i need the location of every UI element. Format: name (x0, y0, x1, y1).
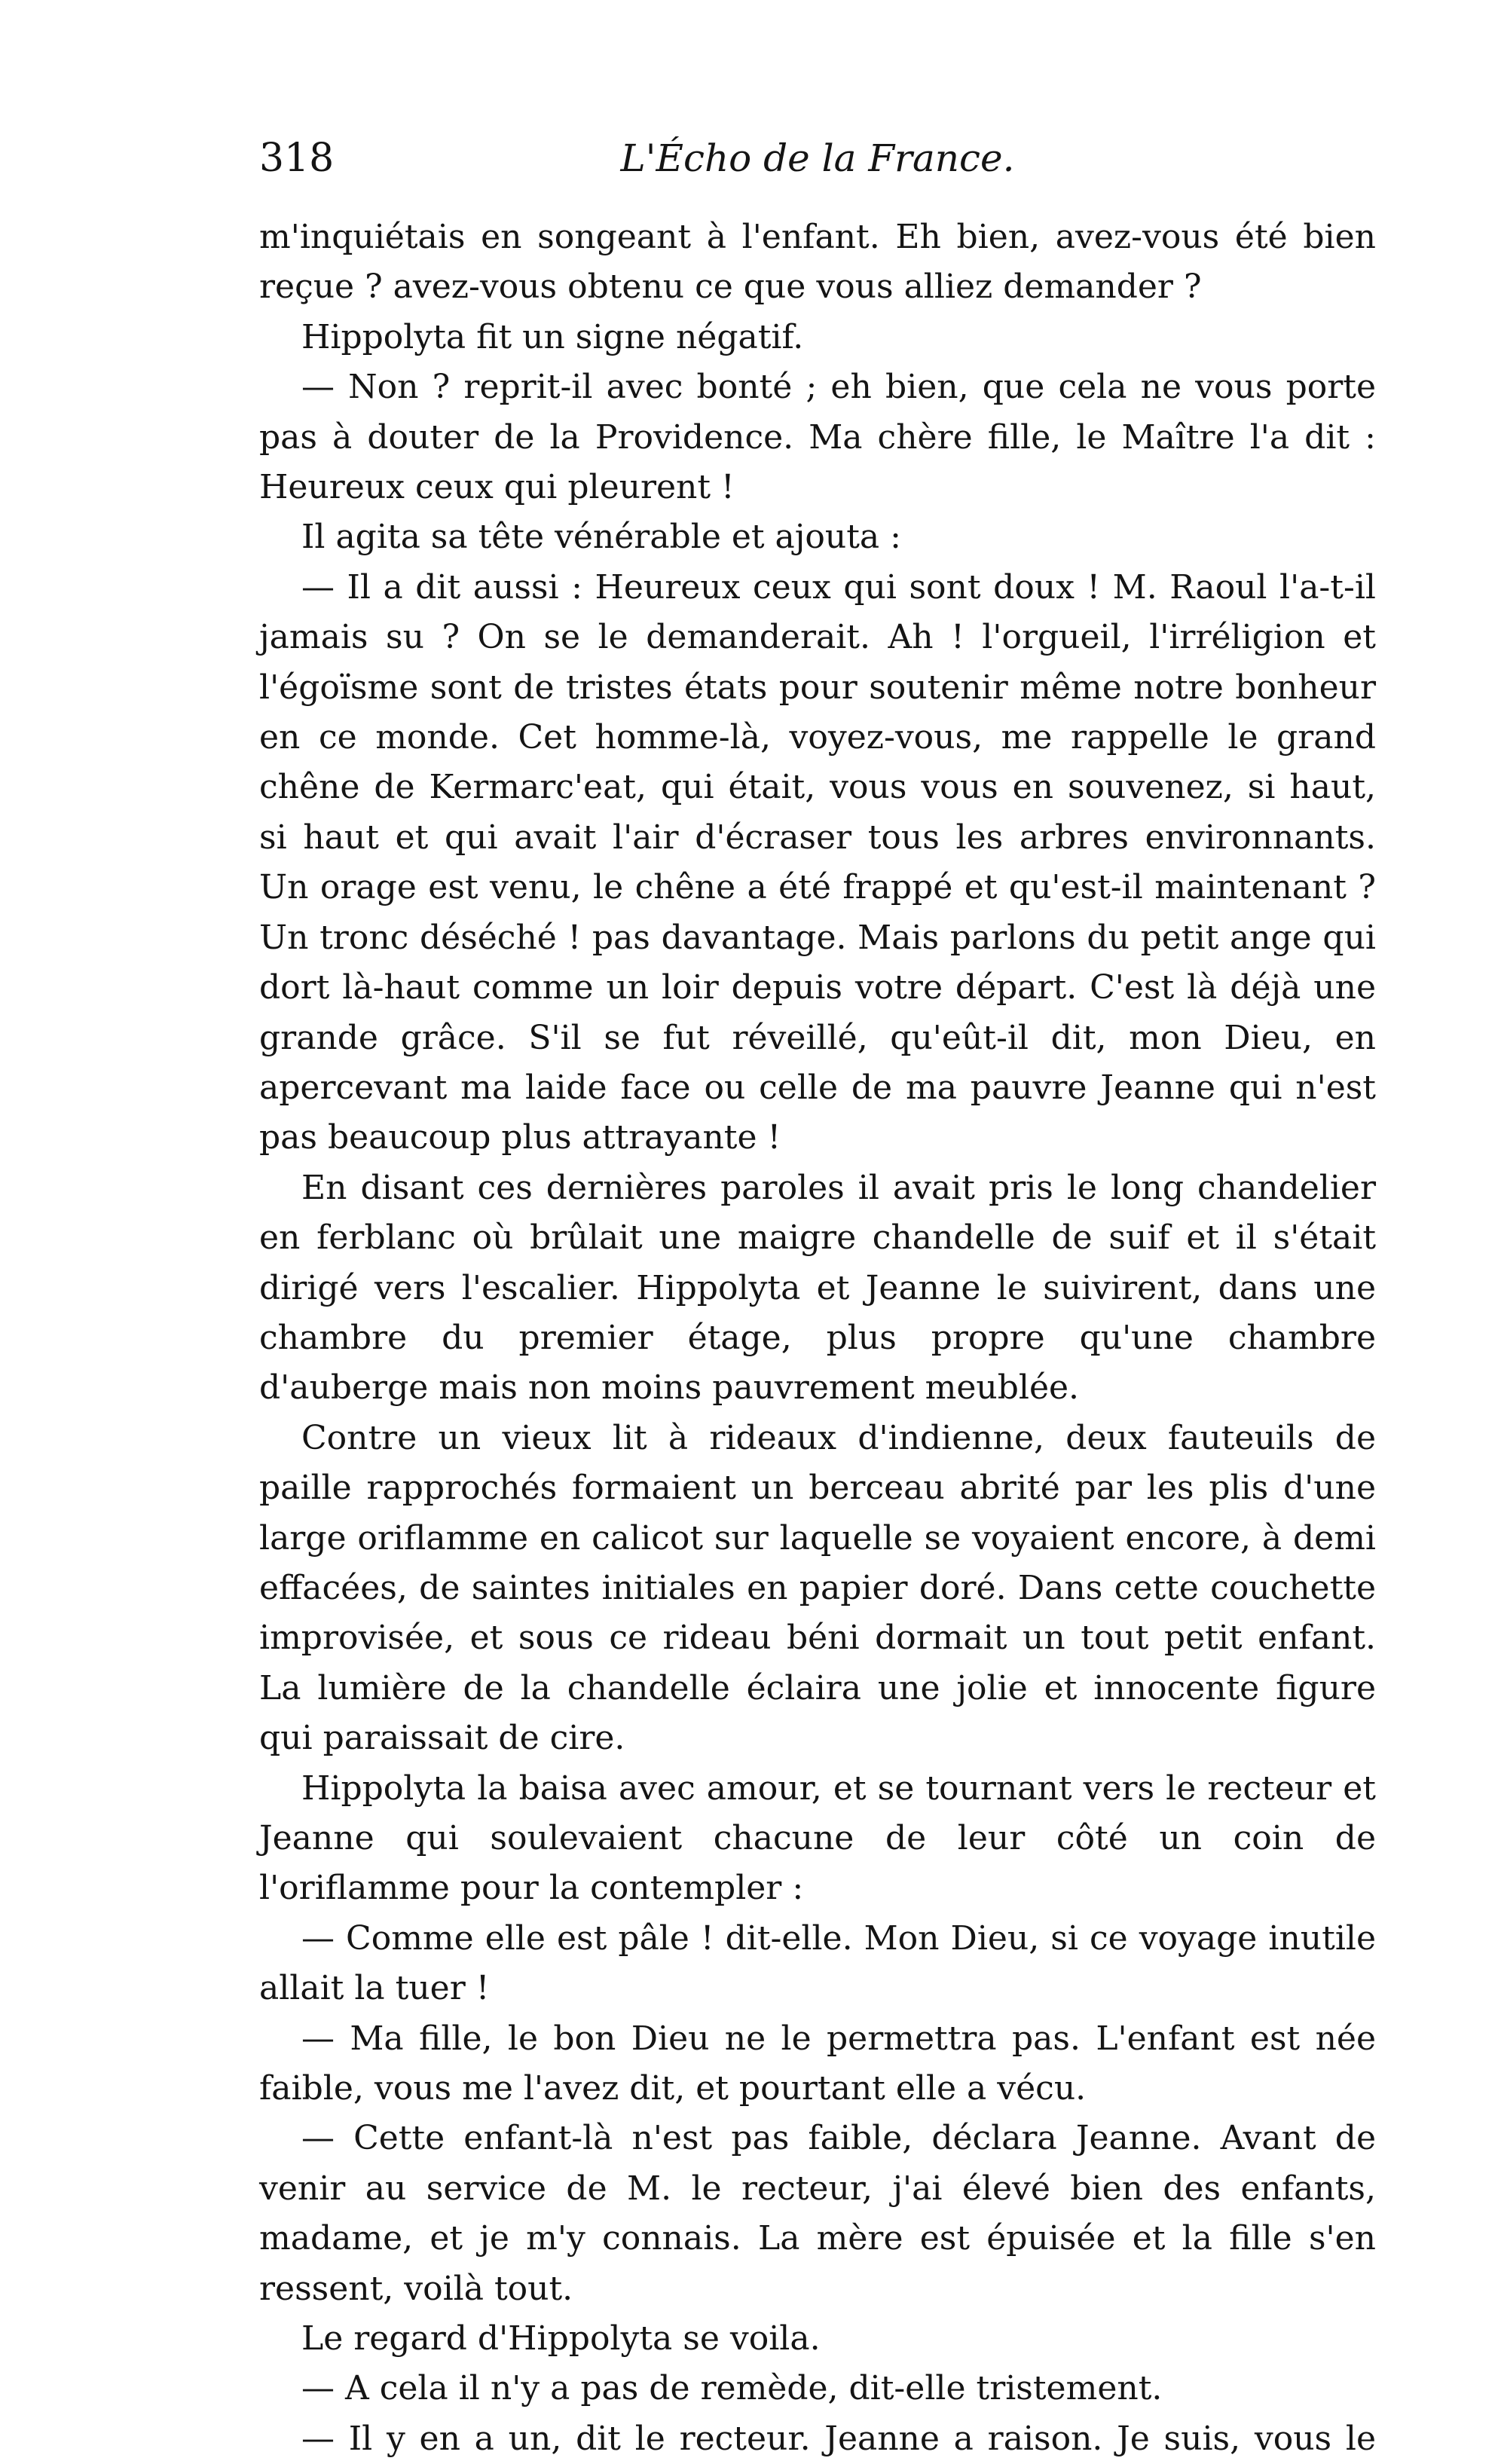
paragraph: — Comme elle est pâle ! dit-elle. Mon Dieu, si ce voyage inutile allait la tuer ! (259, 1918, 1376, 2008)
paragraph: — Il a dit aussi : Heureux ceux qui sont doux ! M. Raoul l'a-t-il jamais su ? On se le demanderait. Ah ! l'orgueil, l'irréligion et l'égoïsme sont de tristes états pour soutenir même notre bonheur en ce monde. Cet homme-là, voyez-vous, me rappelle le grand chêne de Kermarc'eat, qui était, vous vous en souvenez, si haut, si haut et qui avait l'air d'écraser tous les arbres environnants. Un orage est venu, le chêne a été frappé et qu'est-il maintenant ? Un tronc déséché ! pas davantage. Mais parlons du petit ange qui dort là-haut comme un loir depuis votre départ. C'est là déjà une grande grâce. S'il se fut réveillé, qu'eût-il dit, mon Dieu, en apercevant ma laide face ou celle de ma pauvre Jeanne qui n'est pas beaucoup plus attrayante ! (259, 567, 1376, 1157)
paragraph: Contre un vieux lit à rideaux d'indienne, deux fauteuils de paille rapprochés formaient un berceau abrité par les plis d'une large oriflamme en calicot sur laquelle se voyaient encore, à demi effacées, de saintes initiales en papier doré. Dans cette couchette improvisée, et sous ce rideau béni dormait un tout petit enfant. La lumière de la chandelle éclaira une jolie et innocente figure qui paraissait de cire. (259, 1418, 1376, 1758)
paragraph: En disant ces dernières paroles il avait pris le long chandelier en ferblanc où brûlait une maigre chandelle de suif et il s'était dirigé vers l'escalier. Hippolyta et Jeanne le suivirent, dans une chambre du premier étage, plus propre qu'une chambre d'auberge mais non moins pauvrement meublée. (259, 1168, 1376, 1408)
paragraph: Le regard d'Hippolyta se voila. (301, 2319, 821, 2359)
paragraph: — Il y en a un, dit le recteur. Jeanne a raison. Je suis, vous le (301, 2419, 1376, 2458)
paragraph: — Non ? reprit-il avec bonté ; eh bien, que cela ne vous porte pas à douter de la Providence. Ma chère fille, le Maître l'a dit : Heureux ceux qui pleurent ! (259, 368, 1376, 507)
page-header (259, 128, 1376, 188)
paragraph: — Cette enfant-là n'est pas faible, déclara Jeanne. Avant de venir au service de M. le recteur, j'ai élevé bien des enfants, madame, et je m'y connais. La mère est épuisée et la fille s'en ressent, voilà tout. (259, 2119, 1376, 2308)
paragraph: — Ma fille, le bon Dieu ne le permettra pas. L'enfant est née faible, vous me l'avez dit, et pourtant elle a vécu. (259, 2019, 1376, 2108)
paragraph: Il agita sa tête vénérable et ajouta : (301, 518, 901, 557)
paragraph: Hippolyta la baisa avec amour, et se tournant vers le recteur et Jeanne qui soulevaient chacune de leur côté un coin de l'oriflamme pour la contempler : (259, 1769, 1376, 1908)
body-text (259, 212, 1376, 2464)
paragraph: — A cela il n'y a pas de remède, dit-elle tristement. (301, 2369, 1163, 2408)
paragraph: Hippolyta fit un signe négatif. (301, 317, 804, 356)
paragraph: m'inquiétais en songeant à l'enfant. Eh bien, avez-vous été bien reçue ? avez-vous obtenu ce que vous alliez demander ? (259, 218, 1376, 307)
page-number: 318 (259, 136, 335, 181)
running-title: L'Écho de la France. (620, 136, 1015, 180)
